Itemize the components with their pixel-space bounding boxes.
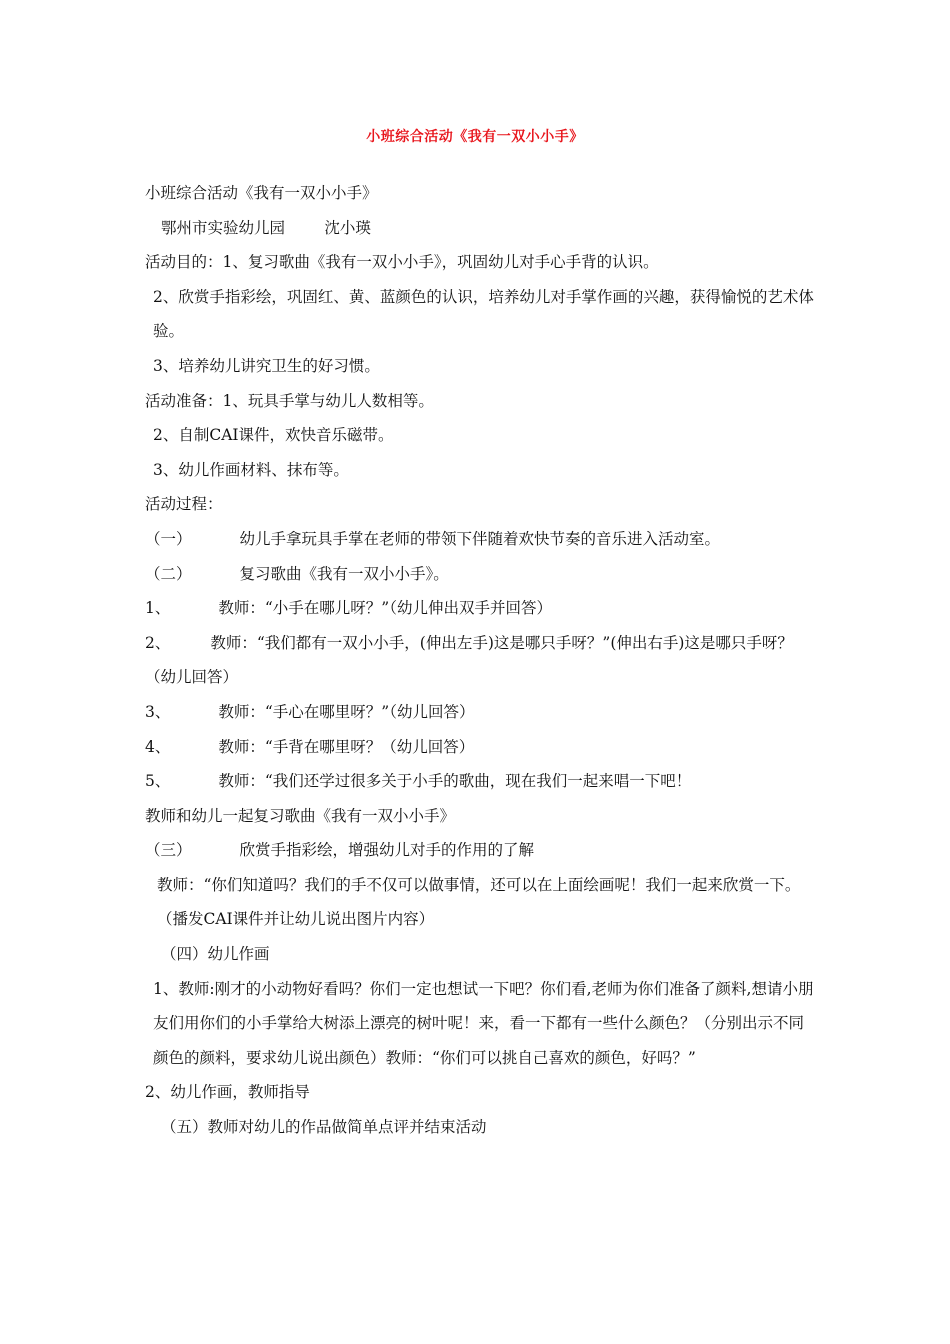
step-2 — [145, 557, 815, 592]
step-2-number: （二） — [145, 564, 192, 583]
step-3 — [145, 833, 815, 868]
substep-2-number: 2、 — [145, 633, 171, 652]
substep-5 — [145, 764, 815, 799]
paragraph-prep-2: 2、自制CAI课件，欢快音乐磁带。 — [153, 426, 394, 445]
substep-4-number: 4、 — [145, 737, 171, 756]
paragraph-prep-3: 3、幼儿作画材料、抹布等。 — [153, 460, 349, 479]
substep-1-text: 教师：“小手在哪儿呀？”（幼儿伸出双手并回答） — [218, 599, 552, 618]
paragraph-draw: 1、教师:刚才的小动物好看吗？你们一定也想试一下吧？你们看,老师为你们准备了颜料,想请小朋友们用你们的小手掌给大树添上漂亮的树叶呢！来，看一下都有一些什么颜色？（分别出示不同颜色的颜料，要求幼儿说出颜色）教师：“你们可以挑自己喜欢的颜色，好吗？” — [153, 979, 814, 1067]
paragraph-goal-2: 2、欣赏手指彩绘，巩固红、黄、蓝颜色的认识，培养幼儿对手掌作画的兴趣，获得愉悦的艺术体验。 — [153, 287, 814, 341]
substep-2-text: 教师：“我们都有一双小小手，(伸出左手)这是哪只手呀？”(伸出右手)这是哪只手呀？（幼儿回答） — [145, 633, 793, 687]
substep-3 — [145, 695, 815, 730]
step-1 — [145, 522, 815, 557]
author-line: 鄂州市实验幼儿园 沈小瑛 — [161, 218, 371, 237]
step-3-text: 欣赏手指彩绘，增强幼儿对手的作用的了解 — [239, 841, 535, 860]
document-title: 小班综合活动《我有一双小小手》 — [366, 129, 584, 145]
paragraph-appreciate: 教师：“你们知道吗？我们的手不仅可以做事情，还可以在上面绘画呢！我们一起来欣赏一下。（播发CAI课件并让幼儿说出图片内容） — [157, 875, 801, 929]
substep-5-number: 5、 — [145, 772, 171, 791]
substep-3-text: 教师：“手心在哪里呀？”（幼儿回答） — [218, 702, 475, 721]
step-4: （四）幼儿作画 — [161, 945, 270, 964]
substep-2 — [145, 626, 815, 695]
substep-3-number: 3、 — [145, 702, 171, 721]
paragraph-guide: 2、幼儿作画，教师指导 — [145, 1083, 310, 1102]
step-5: （五）教师对幼儿的作品做简单点评并结束活动 — [161, 1118, 487, 1137]
step-2-text: 复习歌曲《我有一双小小手》。 — [239, 564, 449, 583]
substep-1 — [145, 591, 815, 626]
substep-5-text: 教师：“我们还学过很多关于小手的歌曲，现在我们一起来唱一下吧！ — [218, 772, 692, 791]
substep-4 — [145, 730, 815, 765]
step-3-number: （三） — [145, 841, 192, 860]
substep-1-number: 1、 — [145, 599, 171, 618]
paragraph-prep-1: 活动准备：1、玩具手掌与幼儿人数相等。 — [145, 391, 434, 410]
paragraph-goal-3: 3、培养幼儿讲究卫生的好习惯。 — [153, 356, 380, 375]
substep-4-text: 教师：“手背在哪里呀？（幼儿回答） — [218, 737, 475, 756]
step-1-number: （一） — [145, 529, 192, 548]
document-body — [145, 176, 815, 1145]
paragraph-heading: 小班综合活动《我有一双小小手》 — [145, 184, 378, 202]
paragraph-process-heading: 活动过程： — [145, 495, 223, 514]
paragraph-review: 教师和幼儿一起复习歌曲《我有一双小小手》 — [145, 806, 456, 825]
paragraph-goal-1: 活动目的：1、复习歌曲《我有一双小小手》，巩固幼儿对手心手背的认识。 — [145, 253, 659, 272]
step-1-text: 幼儿手拿玩具手掌在老师的带领下伴随着欢快节奏的音乐进入活动室。 — [239, 529, 721, 548]
